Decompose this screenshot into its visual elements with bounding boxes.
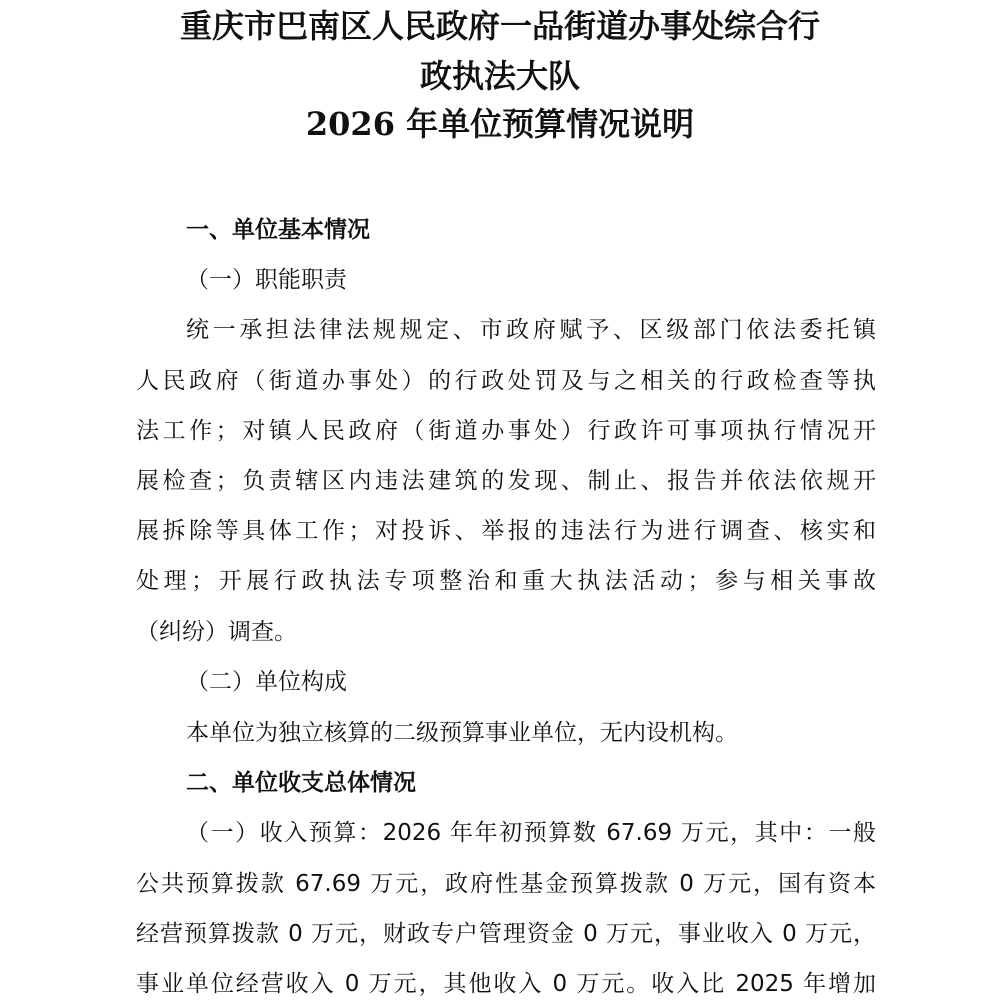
income-line-2: 公共预算拨款 67.69 万元，政府性基金预算拨款 0 万元，国有资本 bbox=[136, 871, 876, 897]
document-title-line-3: 2026 年单位预算情况说明 bbox=[305, 105, 695, 143]
duties-line-5: 展拆除等具体工作；对投诉、举报的违法行为进行调查、核实和 bbox=[136, 518, 876, 544]
income-line-1: （一）收入预算：2026 年年初预算数 67.69 万元，其中：一般 bbox=[186, 820, 876, 846]
duties-line-4: 展检查；负责辖区内违法建筑的发现、制止、报告并依法依规开 bbox=[136, 468, 876, 494]
document-title-line-2: 政执法大队 bbox=[419, 57, 580, 95]
section-2-heading: 二、单位收支总体情况 bbox=[186, 770, 416, 796]
duties-line-3: 法工作；对镇人民政府（街道办事处）行政许可事项执行情况开 bbox=[136, 418, 876, 444]
duties-line-6: 处理；开展行政执法专项整治和重大执法活动；参与相关事故 bbox=[136, 568, 876, 594]
subsection-1-2-heading: （二）单位构成 bbox=[186, 669, 347, 695]
duties-line-7: （纠纷）调查。 bbox=[136, 619, 297, 645]
subsection-1-1-heading: （一）职能职责 bbox=[186, 267, 347, 293]
section-1-heading: 一、单位基本情况 bbox=[186, 217, 370, 243]
composition-line-1: 本单位为独立核算的二级预算事业单位，无内设机构。 bbox=[186, 720, 738, 746]
duties-line-1: 统一承担法律法规规定、市政府赋予、区级部门依法委托镇 bbox=[186, 317, 876, 343]
duties-line-2: 人民政府（街道办事处）的行政处罚及与之相关的行政检查等执 bbox=[136, 368, 876, 394]
income-line-3: 经营预算拨款 0 万元，财政专户管理资金 0 万元，事业收入 0 万元， bbox=[136, 921, 876, 947]
income-line-4: 事业单位经营收入 0 万元，其他收入 0 万元。收入比 2025 年增加 bbox=[136, 971, 876, 997]
document-title-line-1: 重庆市巴南区人民政府一品街道办事处综合行 bbox=[179, 7, 820, 45]
